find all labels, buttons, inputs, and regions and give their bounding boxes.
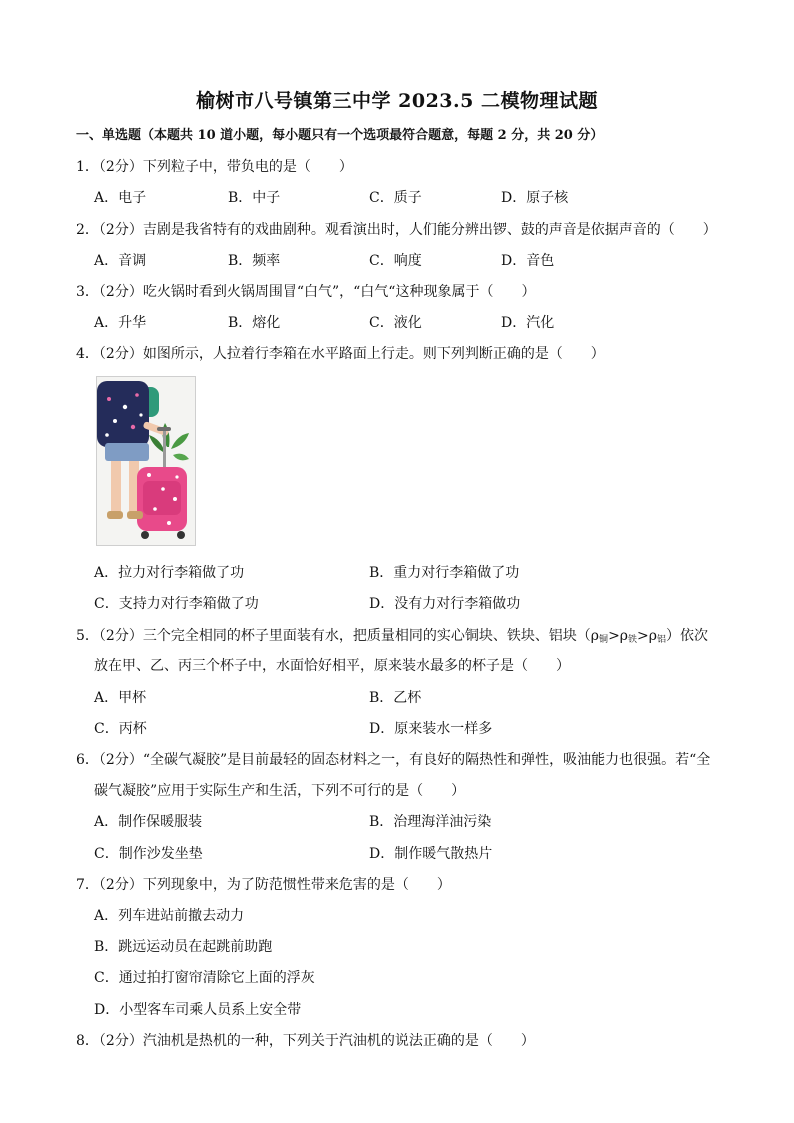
option-4b[interactable]: B．重力对行李箱做了功 — [369, 565, 520, 581]
option-2d[interactable]: D．音色 — [501, 253, 555, 269]
question-5-text-a: 5．（2分）三个完全相同的杯子里面装有水，把质量相同的实心铜块、铁块、铝块（ρ — [76, 628, 600, 644]
option-3d[interactable]: D．汽化 — [501, 315, 555, 331]
question-7: 7．（2分）下列现象中，为了防范惯性带来危害的是（ ） — [76, 877, 451, 893]
option-1a[interactable]: A．电子 — [94, 190, 147, 206]
option-5a[interactable]: A．甲杯 — [94, 690, 147, 706]
question-1: 1．（2分）下列粒子中，带负电的是（ ） — [76, 159, 353, 175]
question-5-line-1 — [76, 625, 708, 645]
question-6-line-1: 6．（2分）“全碳气凝胶”是目前最轻的固态材料之一，有良好的隔热性和弹性，吸油能力也很强。若“全 — [76, 752, 711, 768]
subscript-copper: 铜 — [599, 635, 609, 645]
option-2b[interactable]: B．频率 — [228, 253, 281, 269]
option-1c[interactable]: C．质子 — [369, 190, 422, 206]
option-5b[interactable]: B．乙杯 — [369, 690, 422, 706]
page-title: 榆树市八号镇第三中学 2023.5 二模物理试题 — [196, 90, 598, 112]
greater-than-2: >ρ — [637, 628, 658, 644]
subscript-aluminum: 铝 — [657, 635, 667, 645]
option-5c[interactable]: C．丙杯 — [94, 721, 147, 737]
question-5-text-b: ）依次 — [666, 628, 709, 644]
option-6c[interactable]: C．制作沙发坐垫 — [94, 846, 203, 862]
option-3a[interactable]: A．升华 — [94, 315, 147, 331]
luggage-photo — [96, 376, 196, 546]
option-4a[interactable]: A．拉力对行李箱做了功 — [94, 565, 245, 581]
option-6a[interactable]: A．制作保暖服装 — [94, 814, 203, 830]
option-7a[interactable]: A．列车进站前撤去动力 — [94, 908, 245, 924]
option-4c[interactable]: C．支持力对行李箱做了功 — [94, 596, 259, 612]
question-8: 8．（2分）汽油机是热机的一种，下列关于汽油机的说法正确的是（ ） — [76, 1033, 535, 1049]
option-1b[interactable]: B．中子 — [228, 190, 281, 206]
option-4d[interactable]: D．没有力对行李箱做功 — [369, 596, 521, 612]
question-3: 3．（2分）吃火锅时看到火锅周围冒“白气”，“白气“这种现象属于（ ） — [76, 284, 536, 300]
option-3b[interactable]: B．熔化 — [228, 315, 281, 331]
greater-than-1: >ρ — [608, 628, 629, 644]
option-5d[interactable]: D．原来装水一样多 — [369, 721, 493, 737]
question-4: 4．（2分）如图所示，人拉着行李箱在水平路面上行走。则下列判断正确的是（ ） — [76, 346, 605, 362]
question-6-line-2: 碳气凝胶”应用于实际生产和生活，下列不可行的是（ ） — [94, 783, 466, 799]
option-2a[interactable]: A．音调 — [94, 253, 147, 269]
option-6b[interactable]: B．治理海洋油污染 — [369, 814, 492, 830]
question-5-line-2: 放在甲、乙、丙三个杯子中，水面恰好相平，原来装水最多的杯子是（ ） — [94, 658, 570, 674]
option-3c[interactable]: C．液化 — [369, 315, 422, 331]
question-2: 2．（2分）吉剧是我省特有的戏曲剧种。观看演出时，人们能分辨出锣、鼓的声音是依据声音的（ ） — [76, 222, 717, 238]
option-6d[interactable]: D．制作暖气散热片 — [369, 846, 493, 862]
option-7d[interactable]: D．小型客车司乘人员系上安全带 — [94, 1002, 302, 1018]
subscript-iron: 铁 — [628, 635, 638, 645]
option-2c[interactable]: C．响度 — [369, 253, 422, 269]
section-heading: 一、单选题（本题共 10 道小题，每小题只有一个选项最符合题意，每题 2 分，共 20 分） — [76, 128, 604, 143]
option-7b[interactable]: B．跳远运动员在起跳前助跑 — [94, 939, 273, 955]
option-1d[interactable]: D．原子核 — [501, 190, 569, 206]
option-7c[interactable]: C．通过拍打窗帘清除它上面的浮灰 — [94, 970, 315, 986]
